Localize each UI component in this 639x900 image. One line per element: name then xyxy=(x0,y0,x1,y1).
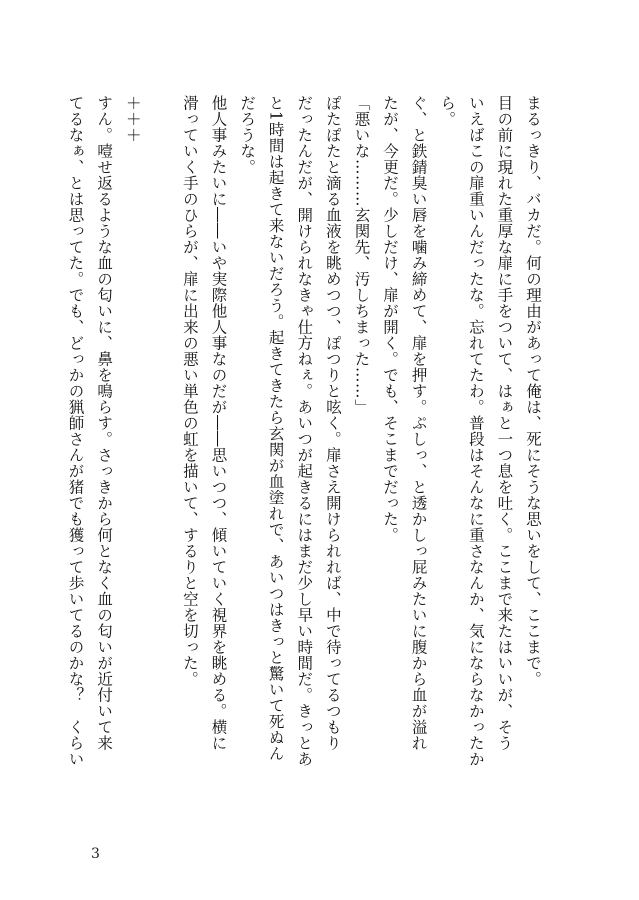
page-number: 3 xyxy=(91,846,100,862)
text-line: まるっきり、バカだ。何の理由があって俺は、死にそうな思いをして、ここまで。 xyxy=(524,95,542,687)
text-line: ら。 xyxy=(438,95,457,127)
text-line: 滑っていく手のひらが、扉に出来の悪い単色の虹を描いて、するりと空を切った。 xyxy=(180,95,199,687)
text-line: ぐ、と鉄錆臭い唇を噛み締めて、扉を押す。ぷしっ、と透かしっ屁みたいに腹から血が溢れ xyxy=(409,95,428,751)
text-line: 目の前に現れた重厚な扉に手をついて、はぁと一つ息を吐く。ここまで来たはいいが、そう xyxy=(495,95,514,751)
text-line: ぽたぽたと滴る血液を眺めつつ、ぽつりと呟く。扉さえ開けられれば、中で待ってるつもり xyxy=(323,95,342,751)
text-line: だったんだが、開けられなきゃ仕方ねぇ。あいつが起きるにはまだ少し早い時間だ。きっとあ xyxy=(295,95,314,767)
text-line: 他人事みたいに――いや実際他人事なのだが――思いつつ、傾いていく視界を眺める。横に xyxy=(209,95,228,751)
text-line: 「悪いな………玄関先、汚しちまった……」 xyxy=(352,95,371,415)
text-line: たが、今更だ。少しだけ、扉が開く。でも、そこまでだった。 xyxy=(381,95,400,543)
text-line: すん。噎せ返るような血の匂いに、鼻を鳴らす。さっきから何となく血の匂いが近付いて来 xyxy=(95,95,114,751)
scene-break: ＋＋＋ xyxy=(123,95,142,143)
text-line: と1時間は起きて来ないだろう。起きてきたら玄関が血塗れで、あいつはきっと驚いて死ぬん xyxy=(266,95,285,762)
text-line: いえばこの扉重いんだったな。忘れてたわ。普段はそんなに重さなんか、気にならなかったか xyxy=(466,95,485,767)
vertical-text-body xyxy=(67,95,547,845)
text-line: てるなぁ、とは思ってた。でも、どっかの猟師さんが猪でも獲って歩いてるのかな？ くらい xyxy=(66,95,85,767)
text-line: だろうな。 xyxy=(238,95,257,175)
blank-line xyxy=(147,95,176,845)
